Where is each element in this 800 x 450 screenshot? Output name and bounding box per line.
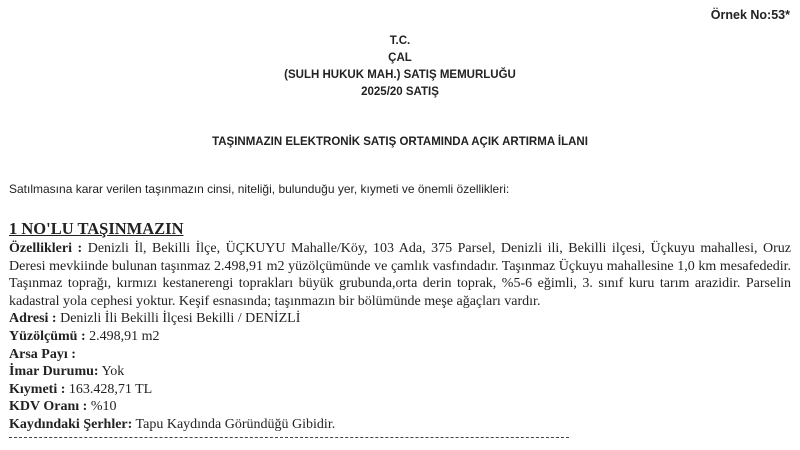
office-header: [0, 33, 800, 101]
zoning-value: Yok: [101, 364, 125, 380]
vat-value: %10: [90, 399, 117, 415]
zoning-row: [9, 363, 791, 381]
conditions-value: Tapu Kaydında Göründüğü Gibidir.: [135, 416, 336, 432]
land-share-label: Arsa Payı :: [9, 346, 76, 362]
vat-row: [9, 398, 791, 416]
announcement-title: TAŞINMAZIN ELEKTRONİK SATIŞ ORTAMINDA AÇIK ARTIRMA İLANI: [212, 136, 588, 148]
area-value: 2.498,91 m2: [89, 328, 160, 344]
zoning-label: İmar Durumu:: [9, 364, 99, 380]
value-amount: 163.428,71 TL: [68, 381, 153, 397]
features-text: Denizli İl, Bekilli İlçe, ÜÇKUYU Mahalle/Köy, 103 Ada, 375 Parsel, Denizli ili, Bekilli ilçesi, Üçkuyu mahallesi, Oruz Deresi mevkiinde bulunan taşınmaz 2.498,91 m2 yüzölçümünde ve çamlık vasfındadır. Taşınmaz Üçkuyu mahallesine 1,0 km mesafededir. Taşınmaz toprağı, kırmızı kestanerengi toprakları büyük grubunda,orta derin toprak, %5-6 eğimli, 3. sınıf kuru tarım arazidir. Parselin kadastral yola cephesi yoktur. Keşif esnasında; taşınmazın bir bölümünde meşe ağaçları vardır.: [9, 241, 791, 309]
header-line-file-no: 2025/20 SATIŞ: [361, 86, 439, 98]
address-value: Denizli İli Bekilli İlçesi Bekilli / DENİZLİ: [60, 311, 301, 327]
dashed-divider: [9, 437, 569, 438]
header-line-city: ÇAL: [388, 52, 412, 64]
header-line-tc: T.C.: [389, 35, 411, 47]
value-label: Kıymeti :: [9, 381, 66, 397]
area-row: [9, 328, 791, 346]
header-line-office: (SULH HUKUK MAH.) SATIŞ MEMURLUĞU: [284, 69, 516, 81]
property-features: [9, 240, 791, 310]
sample-number: Örnek No:53*: [710, 8, 790, 22]
property-title: 1 NO'LU TAŞINMAZIN: [9, 219, 184, 238]
features-label: Özellikleri :: [9, 241, 83, 256]
value-row: [9, 381, 791, 399]
vat-label: KDV Oranı :: [9, 399, 88, 415]
intro-text: Satılmasına karar verilen taşınmazın cinsi, niteliği, bulunduğu yer, kıymeti ve önemli özellikleri:: [9, 182, 510, 196]
area-label: Yüzölçümü :: [9, 328, 86, 344]
property-section: [9, 218, 791, 434]
land-share-row: [9, 346, 791, 364]
conditions-row: [9, 416, 791, 434]
address-label: Adresi :: [9, 311, 57, 327]
address-row: [9, 310, 791, 328]
conditions-label: Kaydındaki Şerhler:: [9, 416, 133, 432]
